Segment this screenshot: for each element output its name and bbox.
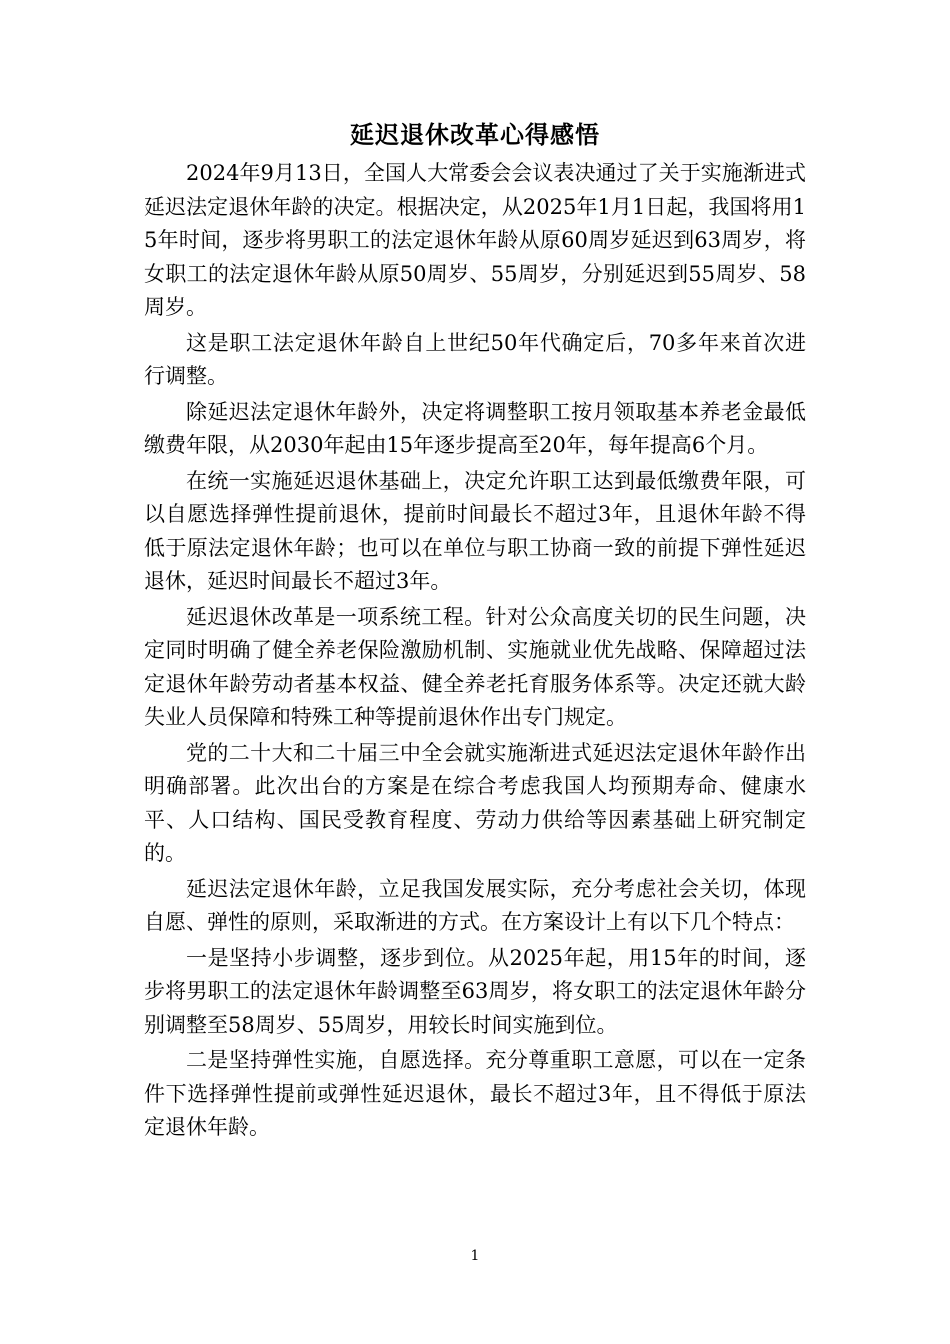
paragraph-1: 2024年9月13日，全国人大常委会会议表决通过了关于实施渐进式延迟法定退休年龄的决定。根据决定，从2025年1月1日起，我国将用15年时间，逐步将男职工的法定退休年龄从原60周岁延迟到63周岁，将女职工的法定退休年龄从原50周岁、55周岁，分别延迟到55周岁、58周岁。 <box>144 161 806 319</box>
paragraph-7: 延迟法定退休年龄，立足我国发展实际，充分考虑社会关切，体现自愿、弹性的原则，采取渐进的方式。在方案设计上有以下几个特点： <box>144 876 806 934</box>
paragraph-2: 这是职工法定退休年龄自上世纪50年代确定后，70多年来首次进行调整。 <box>144 330 806 388</box>
page-number: 1 <box>470 1248 480 1264</box>
paragraph-3: 除延迟法定退休年龄外，决定将调整职工按月领取基本养老金最低缴费年限，从2030年起由15年逐步提高至20年，每年提高6个月。 <box>144 399 806 457</box>
paragraph-8: 一是坚持小步调整，逐步到位。从2025年起，用15年的时间，逐步将男职工的法定退休年龄调整至63周岁，将女职工的法定退休年龄分别调整至58周岁、55周岁，用较长时间实施到位。 <box>144 945 806 1037</box>
document-title: 延迟退休改革心得感悟 <box>350 121 600 149</box>
paragraph-5: 延迟退休改革是一项系统工程。针对公众高度关切的民生问题，决定同时明确了健全养老保险激励机制、实施就业优先战略、保障超过法定退休年龄劳动者基本权益、健全养老托育服务体系等。决定还就大龄失业人员保障和特殊工种等提前退休作出专门规定。 <box>144 604 806 729</box>
paragraph-6: 党的二十大和二十届三中全会就实施渐进式延迟法定退休年龄作出明确部署。此次出台的方案是在综合考虑我国人均预期寿命、健康水平、人口结构、国民受教育程度、劳动力供给等因素基础上研究制定的。 <box>144 740 806 865</box>
document-page <box>144 118 806 1147</box>
paragraph-4: 在统一实施延迟退休基础上，决定允许职工达到最低缴费年限，可以自愿选择弹性提前退休，提前时间最长不超过3年，且退休年龄不得低于原法定退休年龄；也可以在单位与职工协商一致的前提下弹性延迟退休，延迟时间最长不超过3年。 <box>144 468 806 593</box>
paragraph-9: 二是坚持弹性实施，自愿选择。充分尊重职工意愿，可以在一定条件下选择弹性提前或弹性延迟退休，最长不超过3年，且不得低于原法定退休年龄。 <box>144 1048 806 1139</box>
